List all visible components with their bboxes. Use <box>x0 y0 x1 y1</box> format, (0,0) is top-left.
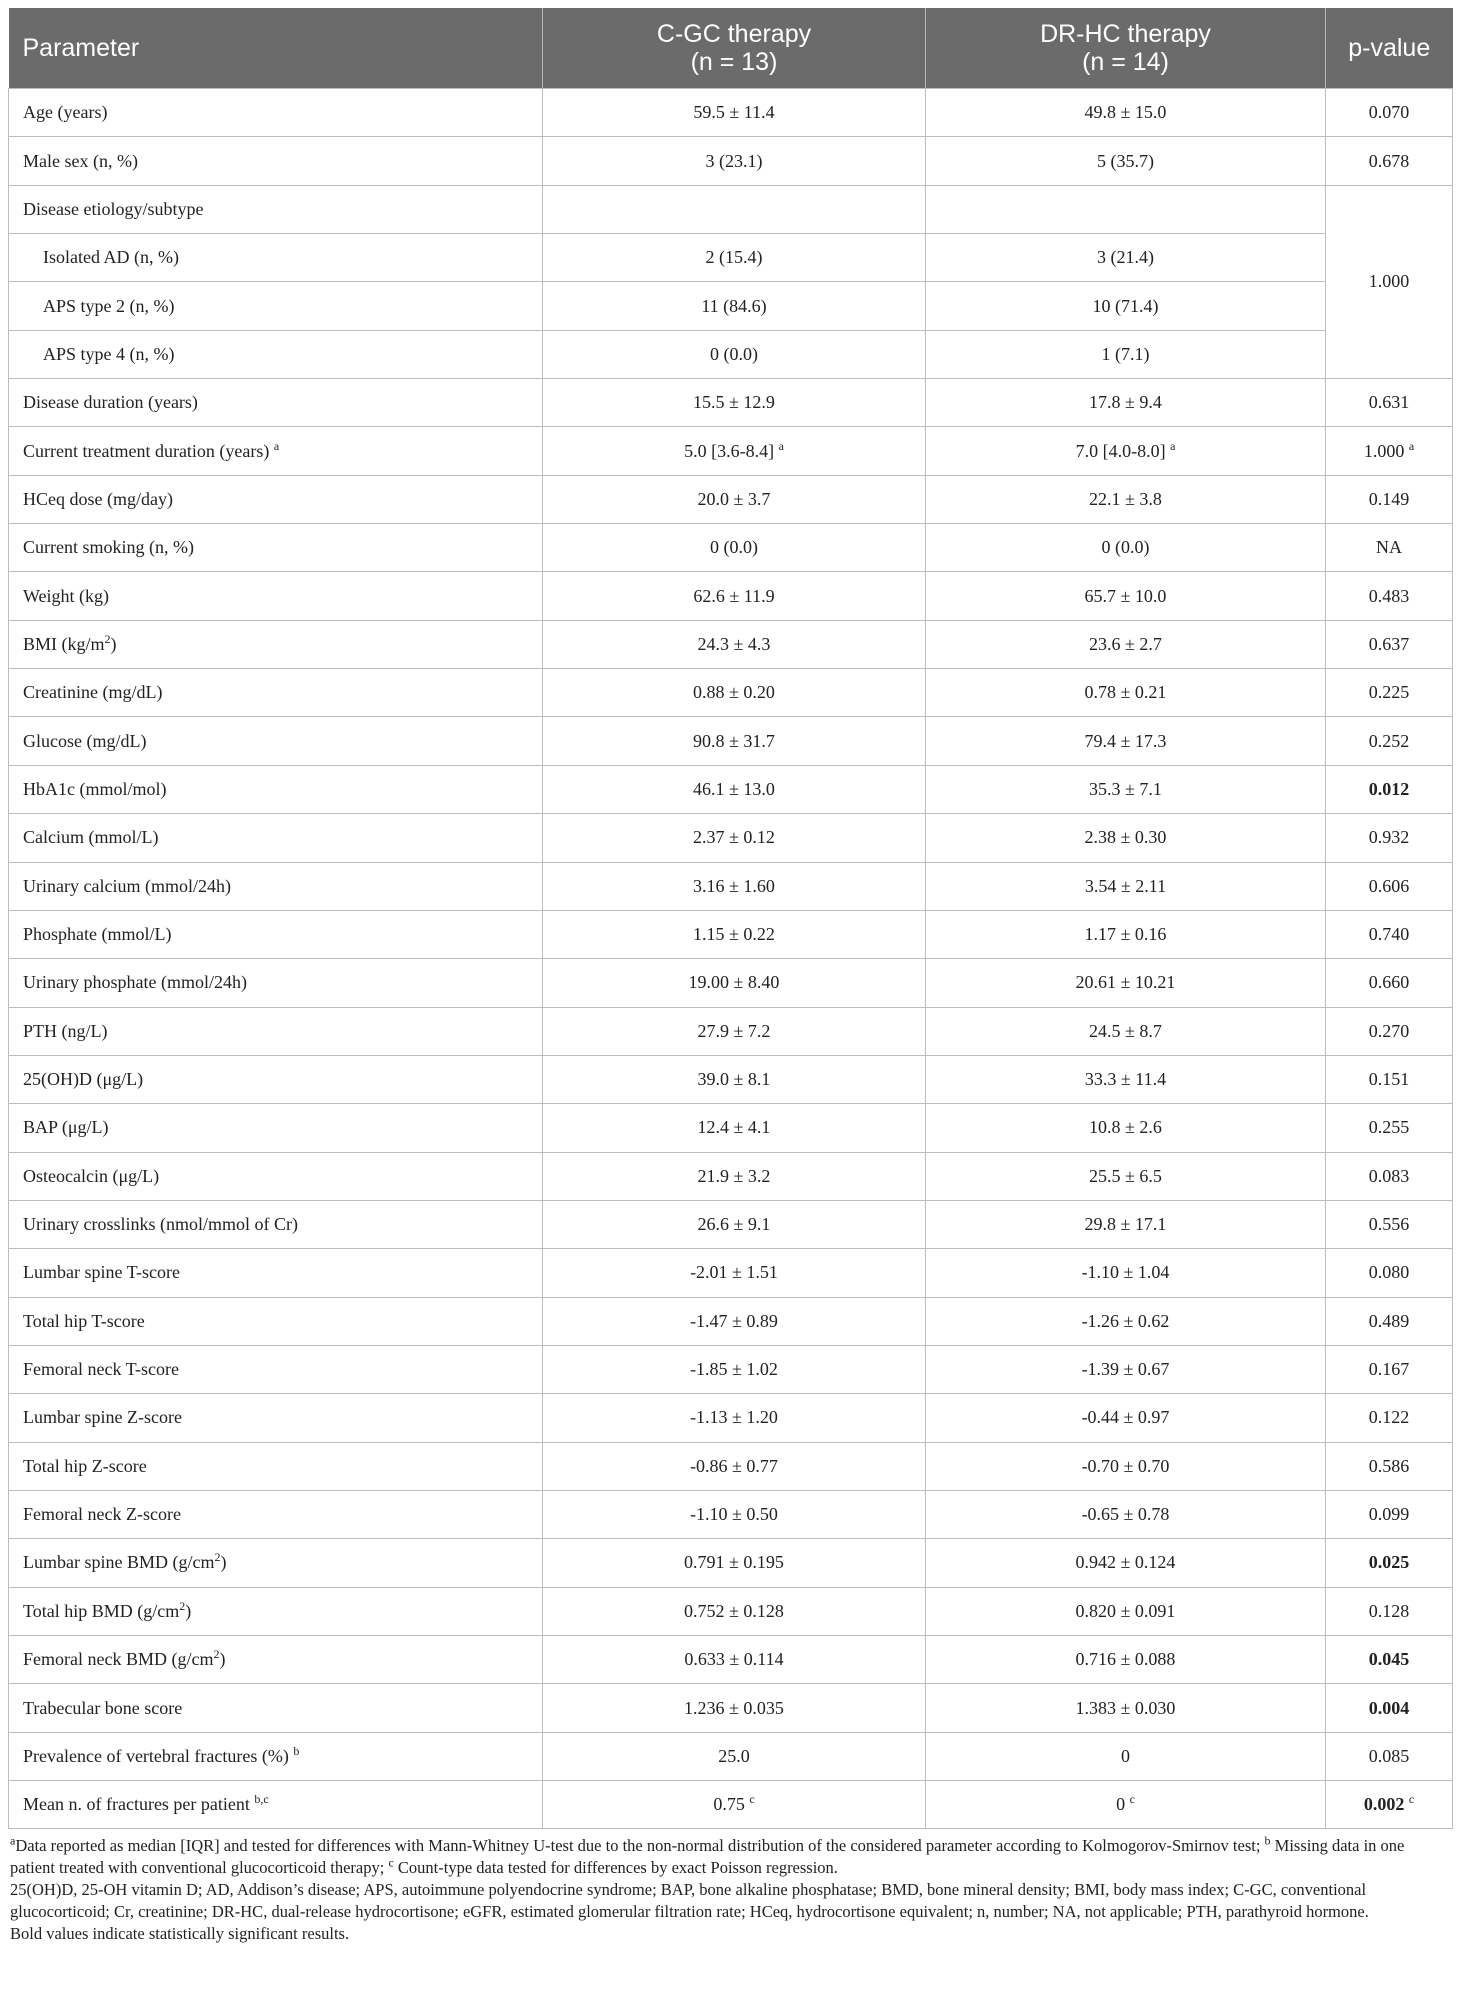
p-value: 0.085 <box>1326 1732 1453 1780</box>
drhc-value: -1.26 ± 0.62 <box>926 1297 1326 1345</box>
cgc-value: 0 (0.0) <box>543 330 926 378</box>
table-row <box>9 765 1453 813</box>
cgc-value: 0.752 ± 0.128 <box>543 1587 926 1635</box>
row-label: Age (years) <box>9 89 543 137</box>
footnote-abbreviations: 25(OH)D, 25-OH vitamin D; AD, Addison’s disease; APS, autoimmune polyendocrine syndrome; BAP, bone alkaline phosphatase; BMD, bone mineral density; BMI, body mass index; C-GC, conventional glucocorticoid; Cr, creatinine; DR-HC, dual-release hydrocortisone; eGFR, estimated glomerular filtration rate; HCeq, hydrocortisone equivalent; n, number; NA, not applicable; PTH, parathyroid hormone. <box>10 1880 1369 1922</box>
cgc-value: 12.4 ± 4.1 <box>543 1104 926 1152</box>
drhc-value <box>926 185 1326 233</box>
p-value-significant: 0.004 <box>1326 1684 1453 1732</box>
cgc-value: 25.0 <box>543 1732 926 1780</box>
row-label: Urinary calcium (mmol/24h) <box>9 862 543 910</box>
p-value: 0.151 <box>1326 1055 1453 1103</box>
cgc-value: 0.791 ± 0.195 <box>543 1539 926 1587</box>
table-row <box>9 620 1453 668</box>
drhc-value: -0.65 ± 0.78 <box>926 1490 1326 1538</box>
row-label: Phosphate (mmol/L) <box>9 910 543 958</box>
row-label: Femoral neck BMD $(g/cm^2)$ <box>9 1636 543 1684</box>
header-pvalue: p-value <box>1326 8 1453 89</box>
table-row <box>9 379 1453 427</box>
table-row <box>9 1442 1453 1490</box>
row-label: BMI $(kg/m^2)$ <box>9 620 543 668</box>
p-value: 0.270 <box>1326 1007 1453 1055</box>
row-label: Lumbar spine T-score <box>9 1249 543 1297</box>
drhc-value: -1.39 ± 0.67 <box>926 1345 1326 1393</box>
cgc-value: 27.9 ± 7.2 <box>543 1007 926 1055</box>
row-label: Current smoking (n, %) <box>9 524 543 572</box>
p-value: 0.740 <box>1326 910 1453 958</box>
drhc-value: 1 (7.1) <box>926 330 1326 378</box>
cgc-value: -1.47 ± 0.89 <box>543 1297 926 1345</box>
table-row <box>9 1007 1453 1055</box>
table-row <box>9 1587 1453 1635</box>
p-value: 0.489 <box>1326 1297 1453 1345</box>
row-label: Osteocalcin (μg/L) <box>9 1152 543 1200</box>
cgc-value: 0 (0.0) <box>543 524 926 572</box>
cgc-value: 15.5 ± 12.9 <box>543 379 926 427</box>
footnote-symbols: $^a$Data reported as median [IQR] and tested for differences with Mann-Whitney U-test due to the non-normal distribution of the considered parameter according to Kolmogorov-Smirnov test; $^b$ Missing data in one patient treated with conventional glucocorticoid therapy; $^c$ Count-type data tested for differences by exact Poisson regression. <box>10 1833 1405 1878</box>
p-value: 0.167 <box>1326 1345 1453 1393</box>
table-row <box>9 524 1453 572</box>
p-value-significant: 0.012 <box>1326 765 1453 813</box>
p-value: 0.099 <box>1326 1490 1453 1538</box>
row-label: Total hip BMD $(g/cm^2)$ <box>9 1587 543 1635</box>
results-table <box>8 8 1453 1829</box>
table-container <box>8 8 1452 1945</box>
row-label: Trabecular bone score <box>9 1684 543 1732</box>
p-value: 0.070 <box>1326 89 1453 137</box>
row-label: Calcium (mmol/L) <box>9 814 543 862</box>
p-value: 0.083 <box>1326 1152 1453 1200</box>
table-row <box>9 1297 1453 1345</box>
table-row <box>9 1249 1453 1297</box>
drhc-value: -0.44 ± 0.97 <box>926 1394 1326 1442</box>
drhc-value: 0 <box>926 1732 1326 1780</box>
row-label: Prevalence of vertebral fractures (%) $^b$ <box>9 1732 543 1780</box>
cgc-value: 5.0 [3.6-8.4] $^a$ <box>543 427 926 475</box>
table-row <box>9 234 1453 282</box>
table-row <box>9 330 1453 378</box>
drhc-value: 33.3 ± 11.4 <box>926 1055 1326 1103</box>
table-row <box>9 572 1453 620</box>
table-row <box>9 1636 1453 1684</box>
cgc-value: 20.0 ± 3.7 <box>543 475 926 523</box>
drhc-value: -0.70 ± 0.70 <box>926 1442 1326 1490</box>
table-row <box>9 1152 1453 1200</box>
drhc-value: 3.54 ± 2.11 <box>926 862 1326 910</box>
row-label: HCeq dose (mg/day) <box>9 475 543 523</box>
drhc-value: 2.38 ± 0.30 <box>926 814 1326 862</box>
drhc-value: 1.383 ± 0.030 <box>926 1684 1326 1732</box>
drhc-value: 0.942 ± 0.124 <box>926 1539 1326 1587</box>
row-label: Male sex (n, %) <box>9 137 543 185</box>
drhc-value: 49.8 ± 15.0 <box>926 89 1326 137</box>
row-label: Current treatment duration (years) $^a$ <box>9 427 543 475</box>
row-label: Lumbar spine BMD $(g/cm^2)$ <box>9 1539 543 1587</box>
drhc-value: -1.10 ± 1.04 <box>926 1249 1326 1297</box>
row-label: Urinary crosslinks (nmol/mmol of Cr) <box>9 1200 543 1248</box>
drhc-value: 0.820 ± 0.091 <box>926 1587 1326 1635</box>
p-value: 0.225 <box>1326 669 1453 717</box>
p-value: 0.122 <box>1326 1394 1453 1442</box>
table-row <box>9 185 1453 233</box>
p-value: 0.606 <box>1326 862 1453 910</box>
cgc-value: 39.0 ± 8.1 <box>543 1055 926 1103</box>
p-value-significant: 0.002 $^c$ <box>1326 1781 1453 1829</box>
header-parameter: Parameter <box>9 8 543 89</box>
table-row <box>9 717 1453 765</box>
cgc-value: -1.85 ± 1.02 <box>543 1345 926 1393</box>
drhc-value: 0.78 ± 0.21 <box>926 669 1326 717</box>
row-label: APS type 2 (n, %) <box>9 282 543 330</box>
cgc-value: 90.8 ± 31.7 <box>543 717 926 765</box>
drhc-value: 23.6 ± 2.7 <box>926 620 1326 668</box>
p-value: 0.678 <box>1326 137 1453 185</box>
table-row <box>9 1490 1453 1538</box>
p-value: 0.128 <box>1326 1587 1453 1635</box>
table-row <box>9 814 1453 862</box>
drhc-value: 35.3 ± 7.1 <box>926 765 1326 813</box>
p-value-significant: 0.045 <box>1326 1636 1453 1684</box>
p-value: 0.080 <box>1326 1249 1453 1297</box>
cgc-value: 0.633 ± 0.114 <box>543 1636 926 1684</box>
p-value: 0.586 <box>1326 1442 1453 1490</box>
cgc-value: 21.9 ± 3.2 <box>543 1152 926 1200</box>
cgc-value: 2.37 ± 0.12 <box>543 814 926 862</box>
cgc-value: -0.86 ± 0.77 <box>543 1442 926 1490</box>
drhc-value: 0 $^c$ <box>926 1781 1326 1829</box>
row-label: BAP (μg/L) <box>9 1104 543 1152</box>
p-value: 0.637 <box>1326 620 1453 668</box>
row-label: Isolated AD (n, %) <box>9 234 543 282</box>
drhc-value: 24.5 ± 8.7 <box>926 1007 1326 1055</box>
p-value: 0.483 <box>1326 572 1453 620</box>
p-value: 1.000 $^a$ <box>1326 427 1453 475</box>
row-label: Weight (kg) <box>9 572 543 620</box>
table-row <box>9 910 1453 958</box>
p-value-merged: 1.000 <box>1326 185 1453 378</box>
footnote-bold: Bold values indicate statistically significant results. <box>10 1924 350 1944</box>
p-value: 0.932 <box>1326 814 1453 862</box>
table-header-row <box>9 8 1453 89</box>
row-label: Femoral neck Z-score <box>9 1490 543 1538</box>
table-row <box>9 862 1453 910</box>
cgc-value: 26.6 ± 9.1 <box>543 1200 926 1248</box>
row-label: APS type 4 (n, %) <box>9 330 543 378</box>
p-value: 0.556 <box>1326 1200 1453 1248</box>
drhc-value: 10.8 ± 2.6 <box>926 1104 1326 1152</box>
table-row <box>9 427 1453 475</box>
cgc-value: 11 (84.6) <box>543 282 926 330</box>
p-value: 0.255 <box>1326 1104 1453 1152</box>
row-label: 25(OH)D (μg/L) <box>9 1055 543 1103</box>
table-row <box>9 959 1453 1007</box>
drhc-value: 1.17 ± 0.16 <box>926 910 1326 958</box>
drhc-value: 7.0 [4.0-8.0] $^a$ <box>926 427 1326 475</box>
drhc-value: 29.8 ± 17.1 <box>926 1200 1326 1248</box>
header-drhc: DR-HC therapy (n = 14) <box>926 8 1326 89</box>
table-row <box>9 1539 1453 1587</box>
cgc-value: 24.3 ± 4.3 <box>543 620 926 668</box>
cgc-value: 1.236 ± 0.035 <box>543 1684 926 1732</box>
table-row <box>9 1394 1453 1442</box>
table-row <box>9 475 1453 523</box>
cgc-value <box>543 185 926 233</box>
drhc-value: 17.8 ± 9.4 <box>926 379 1326 427</box>
header-cgc: C-GC therapy (n = 13) <box>543 8 926 89</box>
row-label: Total hip T-score <box>9 1297 543 1345</box>
p-value: 0.660 <box>1326 959 1453 1007</box>
table-row <box>9 1345 1453 1393</box>
cgc-value: -2.01 ± 1.51 <box>543 1249 926 1297</box>
p-value-significant: 0.025 <box>1326 1539 1453 1587</box>
row-label: Lumbar spine Z-score <box>9 1394 543 1442</box>
p-value: 0.149 <box>1326 475 1453 523</box>
row-label: Total hip Z-score <box>9 1442 543 1490</box>
drhc-value: 79.4 ± 17.3 <box>926 717 1326 765</box>
cgc-value: 1.15 ± 0.22 <box>543 910 926 958</box>
table-row <box>9 1732 1453 1780</box>
row-label: Glucose (mg/dL) <box>9 717 543 765</box>
drhc-value: 3 (21.4) <box>926 234 1326 282</box>
row-label: Disease duration (years) <box>9 379 543 427</box>
cgc-value: 3.16 ± 1.60 <box>543 862 926 910</box>
cgc-value: 46.1 ± 13.0 <box>543 765 926 813</box>
drhc-value: 5 (35.7) <box>926 137 1326 185</box>
cgc-value: 62.6 ± 11.9 <box>543 572 926 620</box>
cgc-value: 3 (23.1) <box>543 137 926 185</box>
table-row <box>9 1200 1453 1248</box>
table-row <box>9 89 1453 137</box>
table-row <box>9 1055 1453 1103</box>
p-value: 0.252 <box>1326 717 1453 765</box>
row-label: PTH (ng/L) <box>9 1007 543 1055</box>
row-label: Disease etiology/subtype <box>9 185 543 233</box>
table-footnotes <box>8 1835 1452 1945</box>
cgc-value: 2 (15.4) <box>543 234 926 282</box>
drhc-value: 0.716 ± 0.088 <box>926 1636 1326 1684</box>
drhc-value: 65.7 ± 10.0 <box>926 572 1326 620</box>
cgc-value: -1.13 ± 1.20 <box>543 1394 926 1442</box>
drhc-value: 25.5 ± 6.5 <box>926 1152 1326 1200</box>
table-row <box>9 669 1453 717</box>
row-label: HbA1c (mmol/mol) <box>9 765 543 813</box>
p-value: NA <box>1326 524 1453 572</box>
cgc-value: 0.75 $^c$ <box>543 1781 926 1829</box>
cgc-value: 0.88 ± 0.20 <box>543 669 926 717</box>
row-label: Creatinine (mg/dL) <box>9 669 543 717</box>
drhc-value: 0 (0.0) <box>926 524 1326 572</box>
table-row <box>9 137 1453 185</box>
table-row <box>9 1104 1453 1152</box>
drhc-value: 20.61 ± 10.21 <box>926 959 1326 1007</box>
p-value: 0.631 <box>1326 379 1453 427</box>
drhc-value: 10 (71.4) <box>926 282 1326 330</box>
row-label: Mean n. of fractures per patient $^{b,c}$ <box>9 1781 543 1829</box>
cgc-value: -1.10 ± 0.50 <box>543 1490 926 1538</box>
table-row <box>9 282 1453 330</box>
cgc-value: 19.00 ± 8.40 <box>543 959 926 1007</box>
cgc-value: 59.5 ± 11.4 <box>543 89 926 137</box>
table-row <box>9 1684 1453 1732</box>
row-label: Femoral neck T-score <box>9 1345 543 1393</box>
row-label: Urinary phosphate (mmol/24h) <box>9 959 543 1007</box>
drhc-value: 22.1 ± 3.8 <box>926 475 1326 523</box>
table-row <box>9 1781 1453 1829</box>
